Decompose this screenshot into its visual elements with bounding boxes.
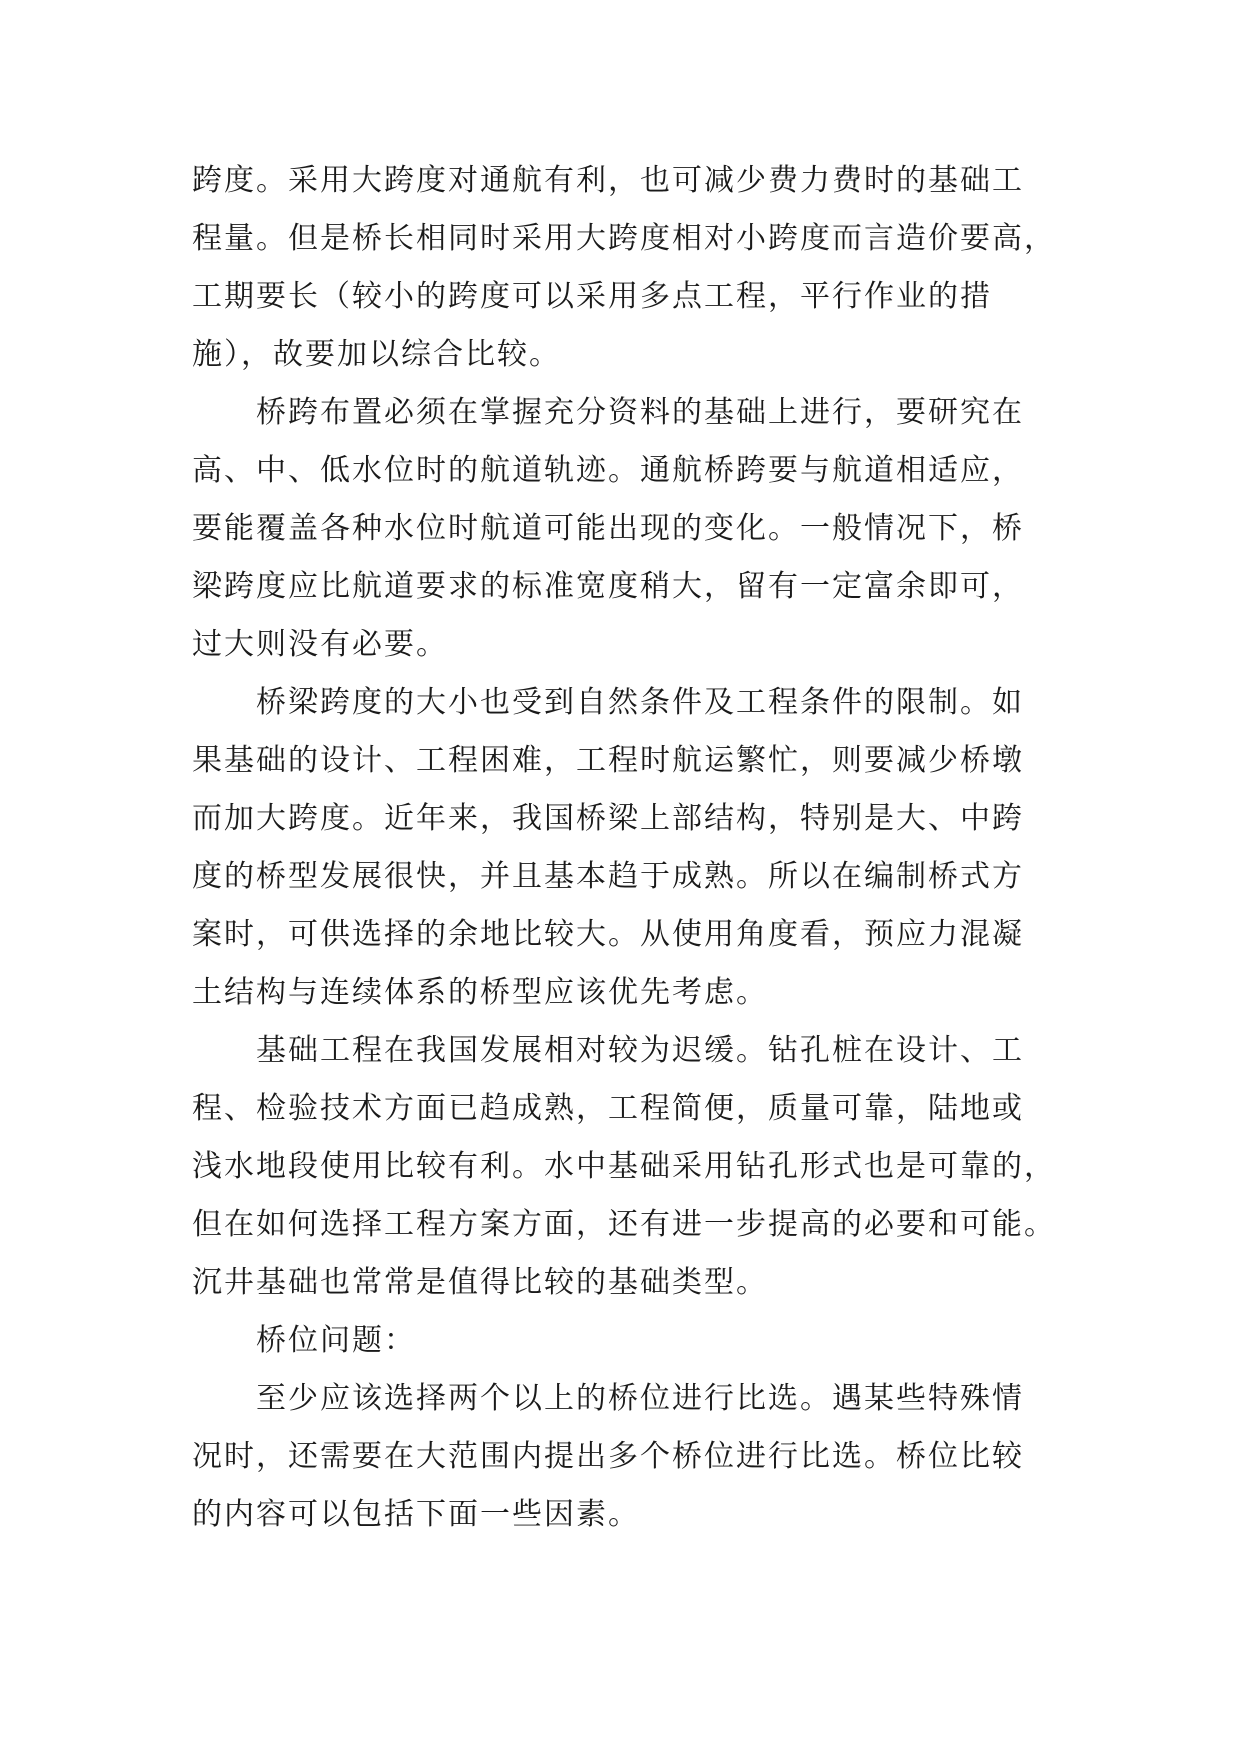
section-heading: 桥位问题： xyxy=(256,1323,416,1358)
text-line: 案时，可供选择的余地比较大。从使用角度看，预应力混凝 xyxy=(192,917,1024,952)
paragraph-first-line: 基础工程在我国发展相对较为迟缓。钻孔桩在设计、工 xyxy=(256,1033,1024,1068)
text-line: 果基础的设计、工程困难，工程时航运繁忙，则要减少桥墩 xyxy=(192,743,1024,778)
paragraph-first-line: 桥跨布置必须在掌握充分资料的基础上进行，要研究在 xyxy=(256,395,1024,430)
text-line: 况时，还需要在大范围内提出多个桥位进行比选。桥位比较 xyxy=(192,1439,1024,1474)
text-line: 程、检验技术方面已趋成熟，工程简便，质量可靠，陆地或 xyxy=(192,1091,1024,1126)
text-line: 高、中、低水位时的航道轨迹。通航桥跨要与航道相适应， xyxy=(192,453,1024,488)
text-line: 度的桥型发展很快，并且基本趋于成熟。所以在编制桥式方 xyxy=(192,859,1024,894)
text-line: 浅水地段使用比较有利。水中基础采用钻孔形式也是可靠的， xyxy=(192,1149,1056,1184)
text-line: 而加大跨度。近年来，我国桥梁上部结构，特别是大、中跨 xyxy=(192,801,1024,836)
text-line: 但在如何选择工程方案方面，还有进一步提高的必要和可能。 xyxy=(192,1207,1056,1242)
text-line: 跨度。采用大跨度对通航有利，也可减少费力费时的基础工 xyxy=(192,163,1024,198)
text-line: 土结构与连续体系的桥型应该优先考虑。 xyxy=(192,975,768,1010)
document-body xyxy=(192,152,1056,1544)
paragraph-first-line: 桥梁跨度的大小也受到自然条件及工程条件的限制。如 xyxy=(256,685,1024,720)
text-line: 程量。但是桥长相同时采用大跨度相对小跨度而言造价要高， xyxy=(192,221,1056,256)
text-line: 梁跨度应比航道要求的标准宽度稍大，留有一定富余即可， xyxy=(192,569,1024,604)
text-line: 施），故要加以综合比较。 xyxy=(192,337,561,372)
text-line: 沉井基础也常常是值得比较的基础类型。 xyxy=(192,1265,768,1300)
text-line: 过大则没有必要。 xyxy=(192,627,448,662)
text-line: 要能覆盖各种水位时航道可能出现的变化。一般情况下，桥 xyxy=(192,511,1024,546)
text-line: 的内容可以包括下面一些因素。 xyxy=(192,1497,640,1532)
paragraph-first-line: 至少应该选择两个以上的桥位进行比选。遇某些特殊情 xyxy=(256,1381,1024,1416)
text-line: 工期要长（较小的跨度可以采用多点工程，平行作业的措 xyxy=(192,279,992,314)
